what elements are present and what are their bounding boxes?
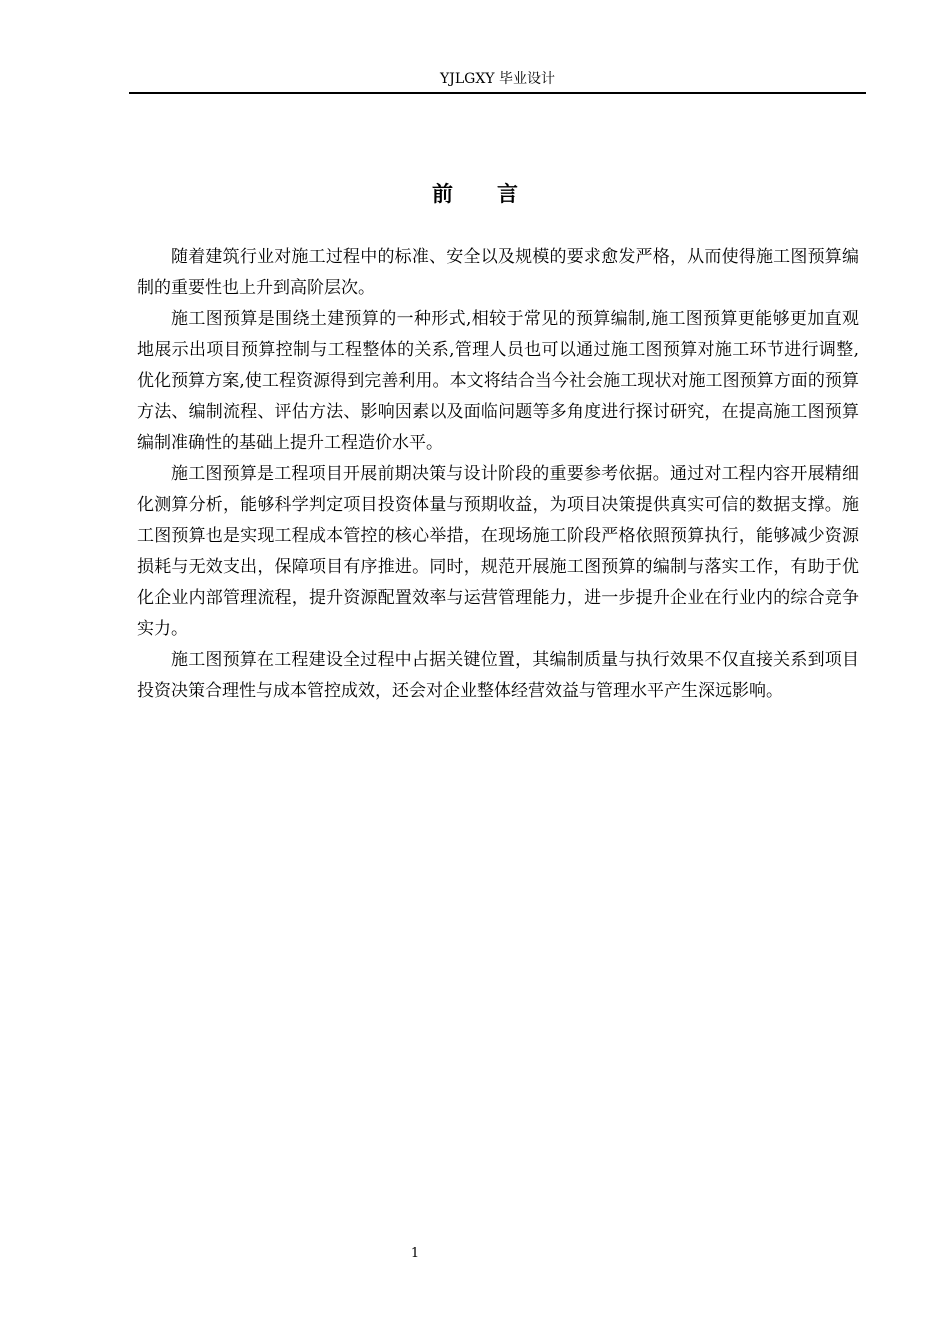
page-title: 前言 [432, 181, 562, 206]
header-text: YJLGXY 毕业设计 [440, 71, 555, 87]
paragraph-3: 施工图预算是工程项目开展前期决策与设计阶段的重要参考依据。通过对工程内容开展精细化测算分析，能够科学判定项目投资体量与预期收益，为项目决策提供真实可信的数据支撑。施工图预算也是实现工程成本管控的核心举措，在现场施工阶段严格依照预算执行，能够减少资源损耗与无效支出，保障项目有序推进。同时，规范开展施工图预算的编制与落实工作，有助于优化企业内部管理流程，提升资源配置效率与运营管理能力，进一步提升企业在行业内的综合竞争实力。 [137, 464, 859, 639]
page-number: 1 [410, 1246, 420, 1261]
page-header [129, 70, 866, 94]
body-text [137, 242, 859, 707]
paragraph-2: 施工图预算是围绕土建预算的一种形式,相较于常见的预算编制,施工图预算更能够更加直观地展示出项目预算控制与工程整体的关系,管理人员也可以通过施工图预算对施工环节进行调整,优化预算方案,使工程资源得到完善利用。本文将结合当今社会施工现状对施工图预算方面的预算方法、编制流程、评估方法、影响因素以及面临问题等多角度进行探讨研究，在提高施工图预算编制准确性的基础上提升工程造价水平。 [137, 309, 859, 453]
paragraph-1: 随着建筑行业对施工过程中的标准、安全以及规模的要求愈发严格，从而使得施工图预算编制的重要性也上升到高阶层次。 [137, 247, 859, 298]
paragraph-4: 施工图预算在工程建设全过程中占据关键位置，其编制质量与执行效果不仅直接关系到项目投资决策合理性与成本管控成效，还会对企业整体经营效益与管理水平产生深远影响。 [137, 650, 859, 701]
